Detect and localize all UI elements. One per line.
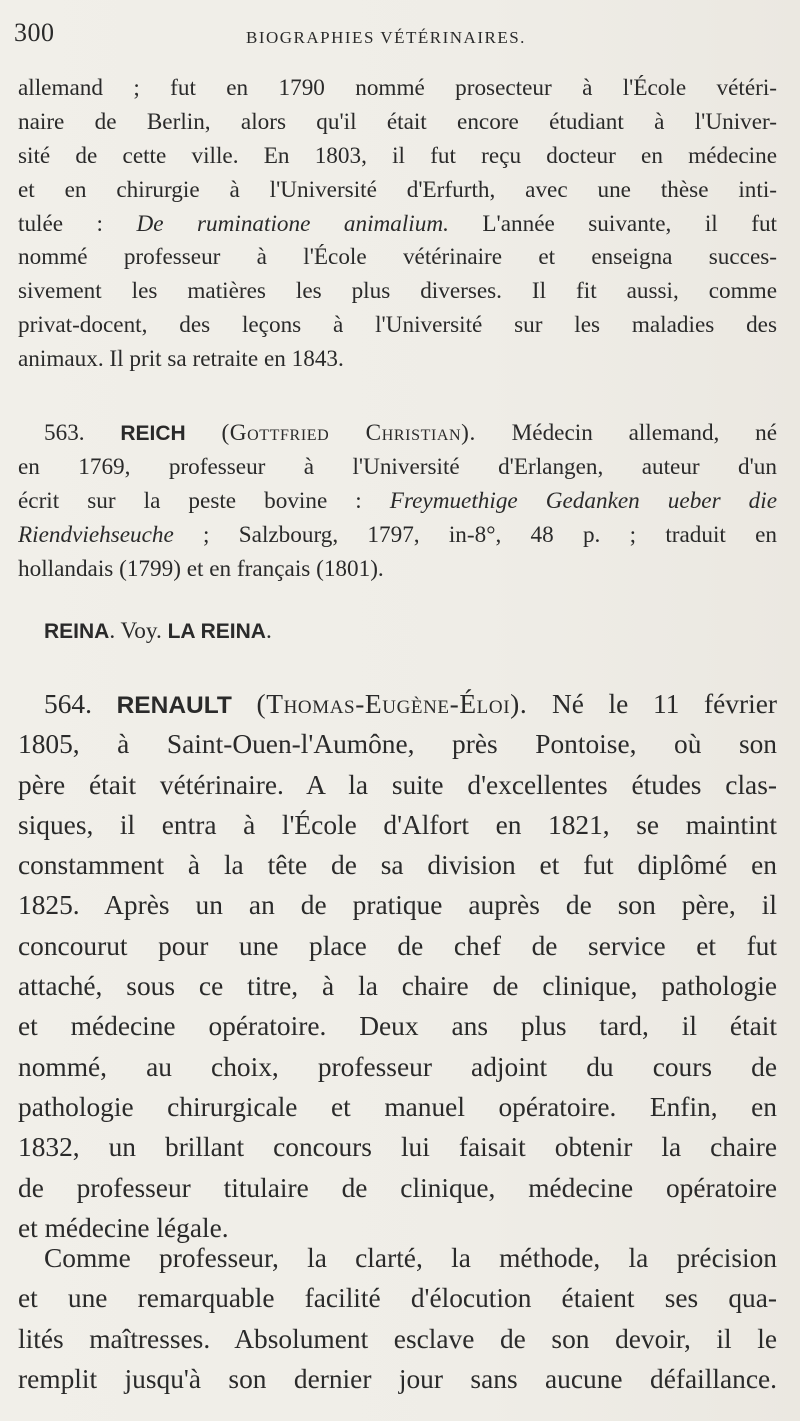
running-title: BIOGRAPHIES VÉTÉRINAIRES. (246, 28, 526, 47)
text-line: concourut pour une place de chef de service et fut (18, 930, 777, 961)
text-run: Comme professeur, la clarté, la méthode, la précision (44, 1243, 777, 1273)
text-line (18, 417, 777, 451)
text-line: et une remarquable facilité d'élocution étaient ses qua- (18, 1283, 777, 1314)
text-line: privat-docent, des leçons à l'Université sur les maladies des (18, 312, 777, 339)
text-line: nommé professeur à l'École vétérinaire et enseigna succes- (18, 244, 777, 271)
text-line: remplit jusqu'à son dernier jour sans aucune défaillance. (18, 1363, 777, 1394)
text-line (18, 684, 777, 724)
text-line: et médecine légale. (18, 1212, 229, 1243)
text-line: lités maîtresses. Absolument esclave de son devoir, il le (18, 1323, 777, 1354)
text-line (18, 208, 777, 242)
text-line: animaux. Il prit sa retraite en 1843. (18, 346, 344, 373)
text-line: hollandais (1799) et en français (1801). (18, 555, 384, 582)
text-line: attaché, sous ce titre, à la chaire de clinique, pathologie (18, 971, 777, 1002)
text-line (18, 485, 777, 519)
work-title: Freymuethige Gedanken ueber die (389, 487, 777, 514)
entry-563 (18, 417, 777, 586)
text-line: 1825. Après un an de pratique auprès de son père, il (18, 890, 777, 921)
thesis-title: De ruminatione animalium. (136, 210, 449, 237)
text-run: . Voy. (109, 618, 168, 644)
text-line: siques, il entra à l'École d'Alfort en 1821, se maintint (18, 809, 777, 840)
text-line (18, 1238, 777, 1278)
text-line: et en chirurgie à l'Université d'Erfurth, avec une thèse inti- (18, 176, 777, 203)
running-header (14, 18, 790, 48)
text-line: et médecine opératoire. Deux ans plus tard, il était (18, 1011, 777, 1042)
text-line: pathologie chirurgicale et manuel opératoire. Enfin, en (18, 1091, 777, 1122)
entry-name: RENAULT (116, 692, 232, 719)
text-line: 1832, un brillant concours lui faisait obtenir la chaire (18, 1132, 777, 1163)
entry-name: REINA (44, 620, 110, 643)
entry-name: REICH (120, 422, 186, 445)
text-line: allemand ; fut en 1790 nommé prosecteur à l'École vétéri- (18, 75, 777, 101)
text-run: écrit sur la peste bovine : (18, 487, 390, 514)
text-line (18, 615, 777, 649)
text-line: de professeur titulaire de clinique, médecine opératoire (18, 1172, 777, 1203)
text-line: en 1769, professeur à l'Université d'Erlangen, auteur d'un (18, 453, 777, 480)
text-line: constamment à la tête de sa division et fut diplômé en (18, 850, 777, 881)
text-line: sivement les matières les plus diverses. Il fit aussi, comme (18, 278, 777, 305)
entry-number: 563. (44, 420, 85, 446)
text-line: père était vétérinaire. A la suite d'excellentes études clas- (18, 769, 777, 800)
text-line: nommé, au choix, professeur adjoint du cours de (18, 1051, 777, 1082)
cross-ref-target: LA REINA (167, 620, 266, 643)
text-line (18, 519, 777, 553)
continuation-paragraph (18, 72, 777, 377)
cross-reference (18, 615, 777, 649)
work-title: Riendviehseuche (18, 521, 174, 548)
entry-564-paragraph-2 (18, 1238, 777, 1399)
entry-given-names: (Thomas-Eugène-Éloi). (256, 689, 528, 719)
entry-number: 564. (44, 689, 92, 719)
text-line: 1805, à Saint-Ouen-l'Aumône, près Pontoise, où son (18, 729, 777, 760)
entry-564 (18, 684, 777, 1248)
text-run: tulée : (18, 210, 137, 237)
text-run: Médecin allemand, né (475, 420, 777, 446)
text-run: ; Salzbourg, 1797, in-8°, 48 p. ; traduit en (173, 521, 777, 548)
text-line: sité de cette ville. En 1803, il fut reçu docteur en médecine (18, 142, 777, 169)
text-run: L'année suivante, il fut (448, 210, 777, 237)
text-run: Né le 11 février (527, 689, 777, 719)
text-line: naire de Berlin, alors qu'il était encore étudiant à l'Univer- (18, 108, 777, 135)
text-run: . (265, 618, 272, 644)
page-number: 300 (14, 18, 55, 47)
entry-given-names: (Gottfried Christian). (221, 420, 476, 446)
